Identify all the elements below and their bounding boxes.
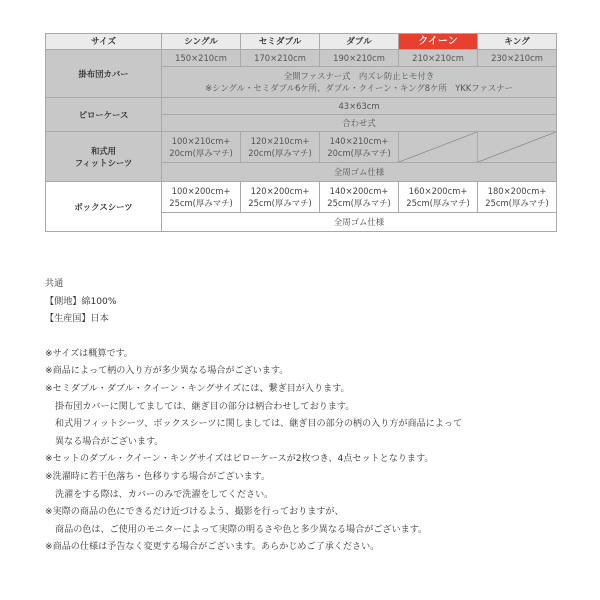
duvet-size-row <box>46 50 557 67</box>
japanese-fitted-single <box>162 132 241 163</box>
header-size: サイズ <box>46 34 162 50</box>
japanese-fitted-single-line2: 20cm(厚みマチ) <box>169 148 233 158</box>
header-king: キング <box>478 34 557 50</box>
size-table <box>45 33 557 232</box>
note-line: 和式用フィットシーツ、ボックスシーツに関しましては、継ぎ目の部分の柄の入り方が商品によって <box>55 419 463 430</box>
note-line: ※洗濯時に若干色落ち・色移りする場合がございます。 <box>45 471 271 482</box>
duvet-note-line2: ※シングル・セミダブル6ケ所、ダブル・クイーン・キング8ケ所 YKKファスナー <box>205 83 513 93</box>
header-double: ダブル <box>320 34 399 50</box>
box-sheet-king <box>478 182 557 213</box>
japanese-fitted-double <box>320 132 399 163</box>
japanese-fitted-single-line1: 100×210cm+ <box>171 136 231 146</box>
japanese-fitted-label-line1: 和式用 <box>90 145 117 156</box>
specs-material: 【側地】綿100% <box>45 296 117 307</box>
duvet-size-double: 190×210cm <box>320 50 399 67</box>
box-sheet-double-line1: 140×200cm+ <box>329 186 389 196</box>
duvet-note <box>162 67 557 98</box>
japanese-fitted-note: 全周ゴム仕様 <box>162 163 557 182</box>
box-sheet-note: 全周ゴム仕様 <box>162 213 557 232</box>
pillow-size-row <box>46 98 557 115</box>
duvet-note-line1: 全開ファスナー式 内ズレ防止ヒモ付き <box>283 71 435 81</box>
product-notes <box>45 276 565 557</box>
box-sheet-semi-double-line1: 120×200cm+ <box>250 186 310 196</box>
header-single: シングル <box>162 34 241 50</box>
japanese-fitted-label-line2: フィットシーツ <box>74 157 133 168</box>
japanese-fitted-size-row <box>46 132 557 163</box>
duvet-size-semi-double: 170×210cm <box>241 50 320 67</box>
pillow-size: 43×63cm <box>162 98 557 115</box>
box-sheet-king-line2: 25cm(厚みマチ) <box>485 198 549 208</box>
box-sheet-size-row <box>46 182 557 213</box>
duvet-size-queen: 210×210cm <box>399 50 478 67</box>
note-line: ※セミダブル・ダブル・クイーン・キングサイズには、繋ぎ目が入ります。 <box>45 383 350 394</box>
header-queen: クイーン <box>399 34 478 50</box>
pillow-style: 合わせ式 <box>162 115 557 132</box>
box-sheet-king-line1: 180×200cm+ <box>487 186 547 196</box>
note-line: 洗濯をする際は、カバーのみで洗濯をしてください。 <box>55 489 274 500</box>
duvet-size-king: 230×210cm <box>478 50 557 67</box>
box-sheet-semi-double-line2: 25cm(厚みマチ) <box>248 198 312 208</box>
japanese-fitted-semi-double-line1: 120×210cm+ <box>250 136 310 146</box>
japanese-fitted-double-line1: 140×210cm+ <box>329 136 389 146</box>
note-line: 商品の色は、ご使用のモニターによって実際の明るさや色と多少異なる場合がございます。 <box>55 524 428 535</box>
box-sheet-double-line2: 25cm(厚みマチ) <box>327 198 391 208</box>
box-sheet-single-line2: 25cm(厚みマチ) <box>169 198 233 208</box>
note-line: ※実際の商品の色にできるだけ近づけるよう、撮影を行っておりますが、 <box>45 507 344 518</box>
box-sheet-queen-line2: 25cm(厚みマチ) <box>406 198 470 208</box>
specs-origin: 【生産国】日本 <box>45 314 109 325</box>
note-line: ※セットのダブル・クイーン・キングサイズはピローケースが2枚つき、4点セットとなります。 <box>45 454 434 465</box>
note-line: ※サイズは概算です。 <box>45 348 134 359</box>
note-line: 掛布団カバーに関してましては、継ぎ目の部分は柄合わせしております。 <box>55 401 355 412</box>
box-sheet-single <box>162 182 241 213</box>
header-semi-double: セミダブル <box>241 34 320 50</box>
duvet-size-single: 150×210cm <box>162 50 241 67</box>
box-sheet-semi-double <box>241 182 320 213</box>
not-available-slash-icon <box>399 132 477 162</box>
japanese-fitted-label <box>46 132 162 182</box>
notes-spacer <box>45 329 565 346</box>
pillow-case-label: ピローケース <box>46 98 162 132</box>
box-sheet-single-line1: 100×200cm+ <box>171 186 231 196</box>
box-sheet-double <box>320 182 399 213</box>
japanese-fitted-semi-double <box>241 132 320 163</box>
header-row <box>46 34 557 50</box>
duvet-cover-label: 掛布団カバー <box>46 50 162 98</box>
box-sheet-queen-line1: 160×200cm+ <box>408 186 468 196</box>
japanese-fitted-queen-na <box>399 132 478 163</box>
note-line: ※商品の仕様は予告なく変更する場合がございます。あらかじめご了承ください。 <box>45 542 380 553</box>
japanese-fitted-king-na <box>478 132 557 163</box>
box-sheet-queen <box>399 182 478 213</box>
japanese-fitted-double-line2: 20cm(厚みマチ) <box>327 148 391 158</box>
note-line: 異なる場合がございます。 <box>55 436 164 447</box>
not-available-slash-icon <box>478 132 556 162</box>
note-line: ※商品によって柄の入り方が多少異なる場合がございます。 <box>45 366 289 377</box>
specs-heading: 共通 <box>45 279 64 289</box>
box-sheet-label: ボックスシーツ <box>46 182 162 232</box>
japanese-fitted-semi-double-line2: 20cm(厚みマチ) <box>248 148 312 158</box>
